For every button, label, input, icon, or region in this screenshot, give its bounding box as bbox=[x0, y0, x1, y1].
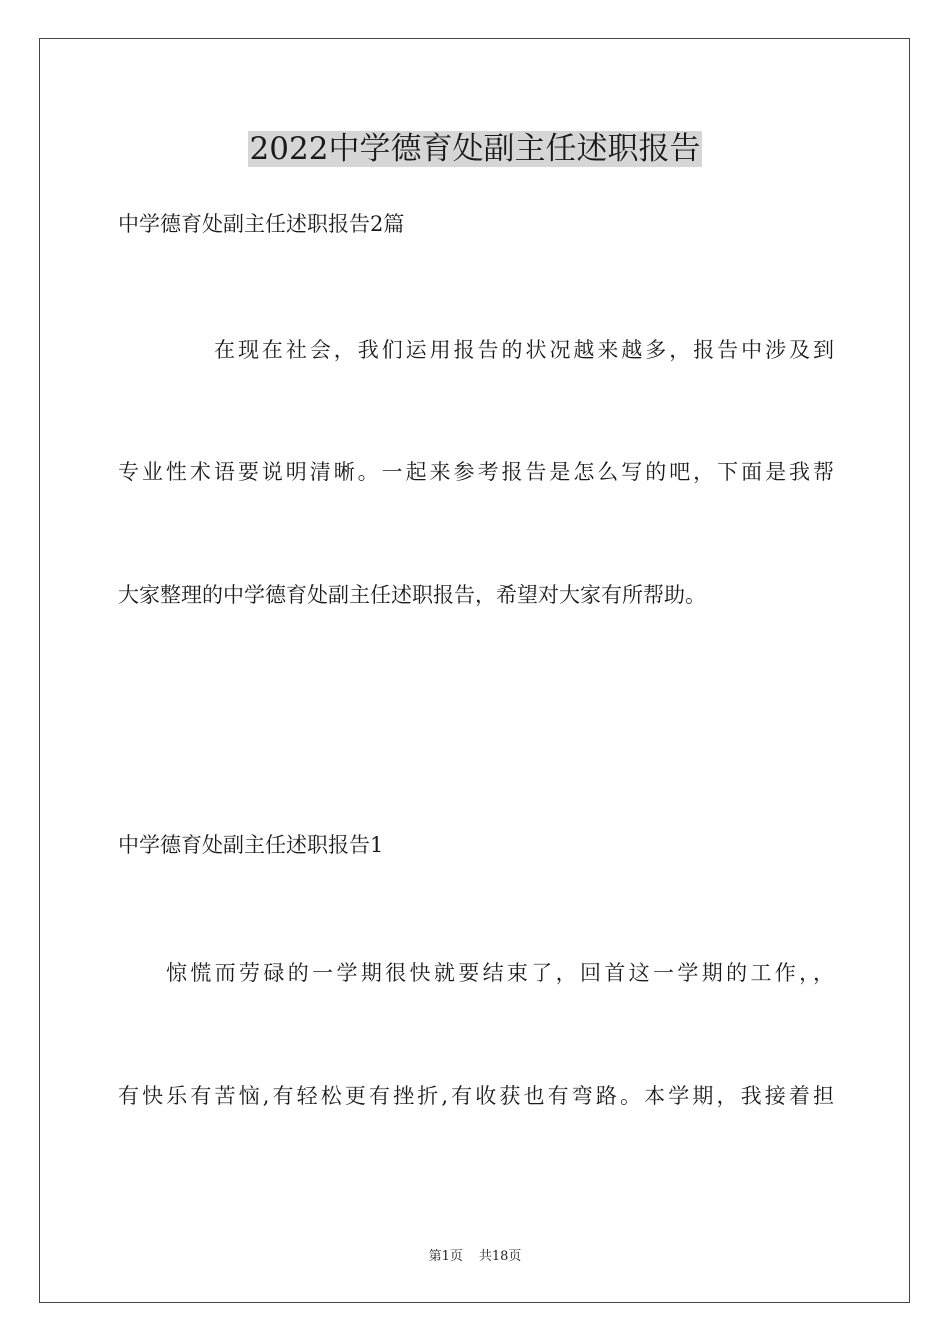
document-title-text: 2022中学德育处副主任述职报告 bbox=[249, 131, 701, 167]
intro-line-2: 专业性术语要说明清晰。一起来参考报告是怎么写的吧，下面是我帮 bbox=[118, 460, 834, 484]
page-number-total: 共18页 bbox=[478, 1249, 522, 1264]
section-heading: 中学德育处副主任述职报告1 bbox=[118, 833, 384, 857]
page-footer bbox=[0, 1248, 950, 1266]
body-line-1: 惊慌而劳碌的一学期很快就要结束了，回首这一学期的工作，， bbox=[166, 961, 834, 985]
intro-line-1: 在现在社会，我们运用报告的状况越来越多，报告中涉及到 bbox=[214, 338, 834, 362]
document-title bbox=[0, 126, 950, 172]
intro-line-3: 大家整理的中学德育处副主任述职报告，希望对大家有所帮助。 bbox=[118, 583, 706, 607]
document-subtitle: 中学德育处副主任述职报告2篇 bbox=[118, 212, 405, 236]
body-line-2: 有快乐有苦恼,有轻松更有挫折,有收获也有弯路。本学期，我接着担 bbox=[118, 1084, 834, 1108]
page-number-current: 第1页 bbox=[428, 1249, 463, 1264]
